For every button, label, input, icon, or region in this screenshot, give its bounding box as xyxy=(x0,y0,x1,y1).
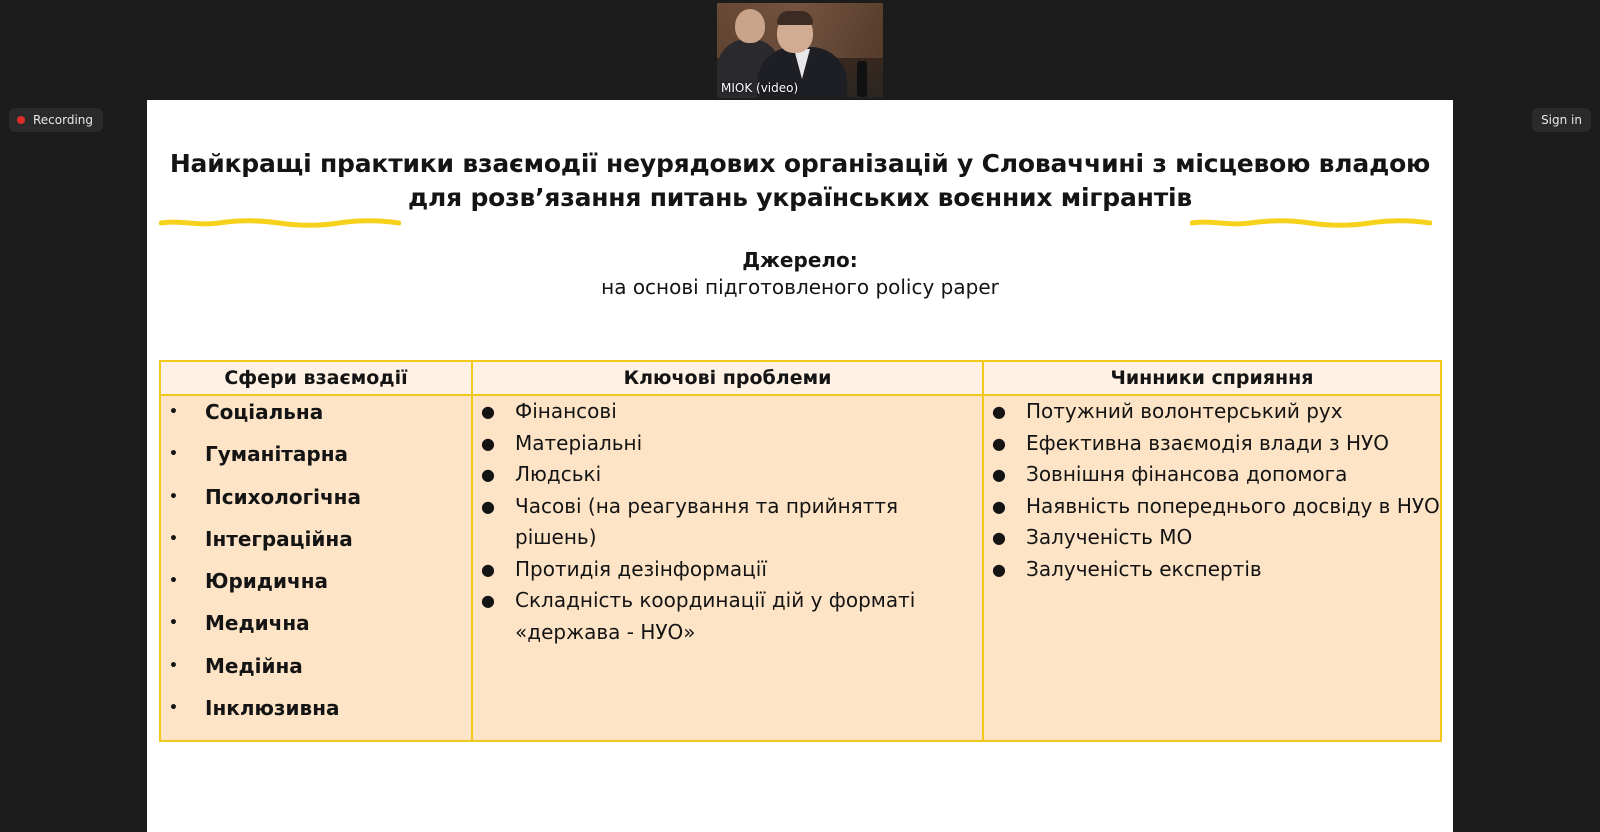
list-item: • Медійна xyxy=(169,650,469,692)
column-divider xyxy=(471,362,473,740)
list-item: • Інтеграційна xyxy=(169,523,469,565)
highlight-squiggle-right xyxy=(1190,217,1432,229)
bullet-icon: • xyxy=(169,488,178,505)
column-header-problems: Ключові проблеми xyxy=(623,367,832,389)
list-item: ● Матеріальні xyxy=(479,428,979,460)
list-item: ● Залученість МО xyxy=(990,522,1440,554)
list-item: • Інклюзивна xyxy=(169,692,469,734)
source-text: на основі підготовленого policy paper xyxy=(601,275,999,299)
bullet-icon: ● xyxy=(992,559,1006,579)
problems-list xyxy=(479,396,979,648)
list-item: • Медична xyxy=(169,607,469,649)
recording-indicator[interactable] xyxy=(9,108,103,132)
bullet-icon: ● xyxy=(481,433,495,453)
factors-list xyxy=(990,396,1440,585)
column-divider xyxy=(982,362,984,740)
bullet-icon: • xyxy=(169,700,178,717)
bullet-icon: ● xyxy=(481,496,495,516)
list-item: ● Часові (на реагування та прийняття рішень) xyxy=(479,491,979,554)
recording-dot-icon xyxy=(17,116,25,124)
bullet-icon: ● xyxy=(992,402,1006,421)
list-item: ● Потужний волонтерський рух xyxy=(990,396,1440,428)
recording-label: Recording xyxy=(33,113,94,127)
bullet-icon: • xyxy=(169,446,178,463)
bullet-icon: ● xyxy=(481,559,495,579)
list-item: ● Наявність попереднього досвіду в НУО xyxy=(990,491,1440,523)
bullet-icon: ● xyxy=(481,402,495,421)
column-header-spheres: Сфери взаємодії xyxy=(224,367,408,389)
bullet-icon: • xyxy=(169,615,178,632)
bullet-icon: ● xyxy=(481,465,495,484)
list-item: ● Залученість експертів xyxy=(990,554,1440,586)
list-item: ● Зовнішня фінансова допомога xyxy=(990,459,1440,491)
bullet-icon: ● xyxy=(992,496,1006,516)
list-item: • Соціальна xyxy=(169,396,469,438)
bullet-icon: ● xyxy=(481,591,495,610)
bullet-icon: ● xyxy=(992,528,1006,547)
list-item: • Психологічна xyxy=(169,481,469,523)
slide-title xyxy=(147,147,1453,215)
shared-slide xyxy=(147,100,1453,832)
bullet-icon: • xyxy=(169,404,178,420)
video-participant-name: MIOK (video) xyxy=(721,81,799,95)
list-item: ● Протидія дезінформації xyxy=(479,554,979,586)
list-item: • Юридична xyxy=(169,565,469,607)
participant-figure xyxy=(777,11,813,25)
list-item: ● Людські xyxy=(479,459,979,491)
highlight-squiggle-left xyxy=(159,217,401,229)
list-item: ● Складність координації дій у форматі «держава - НУО» xyxy=(479,585,979,648)
bullet-icon: ● xyxy=(992,465,1006,484)
list-item: • Гуманітарна xyxy=(169,438,469,480)
microphone-figure xyxy=(857,61,867,97)
column-header-factors: Чинники сприяння xyxy=(1110,367,1314,389)
participant-video-tile[interactable] xyxy=(717,3,883,98)
list-item: ● Ефективна взаємодія влади з НУО xyxy=(990,428,1440,460)
participant-figure xyxy=(735,9,765,43)
bullet-icon: ● xyxy=(992,433,1006,453)
spheres-list xyxy=(169,396,469,734)
list-item: ● Фінансові xyxy=(479,396,979,428)
bullet-icon: • xyxy=(169,573,178,590)
bullet-icon: • xyxy=(169,657,178,674)
source-label: Джерело: xyxy=(742,248,858,272)
practices-table xyxy=(159,360,1442,742)
sign-in-button[interactable]: Sign in xyxy=(1532,108,1591,132)
slide-title-line-1: Найкращі практики взаємодії неурядових організацій у Словаччині з місцевою владою xyxy=(169,149,1431,178)
bullet-icon: • xyxy=(169,530,178,547)
slide-title-line-2: для розв’язання питань українських воєнних мігрантів xyxy=(408,183,1192,212)
